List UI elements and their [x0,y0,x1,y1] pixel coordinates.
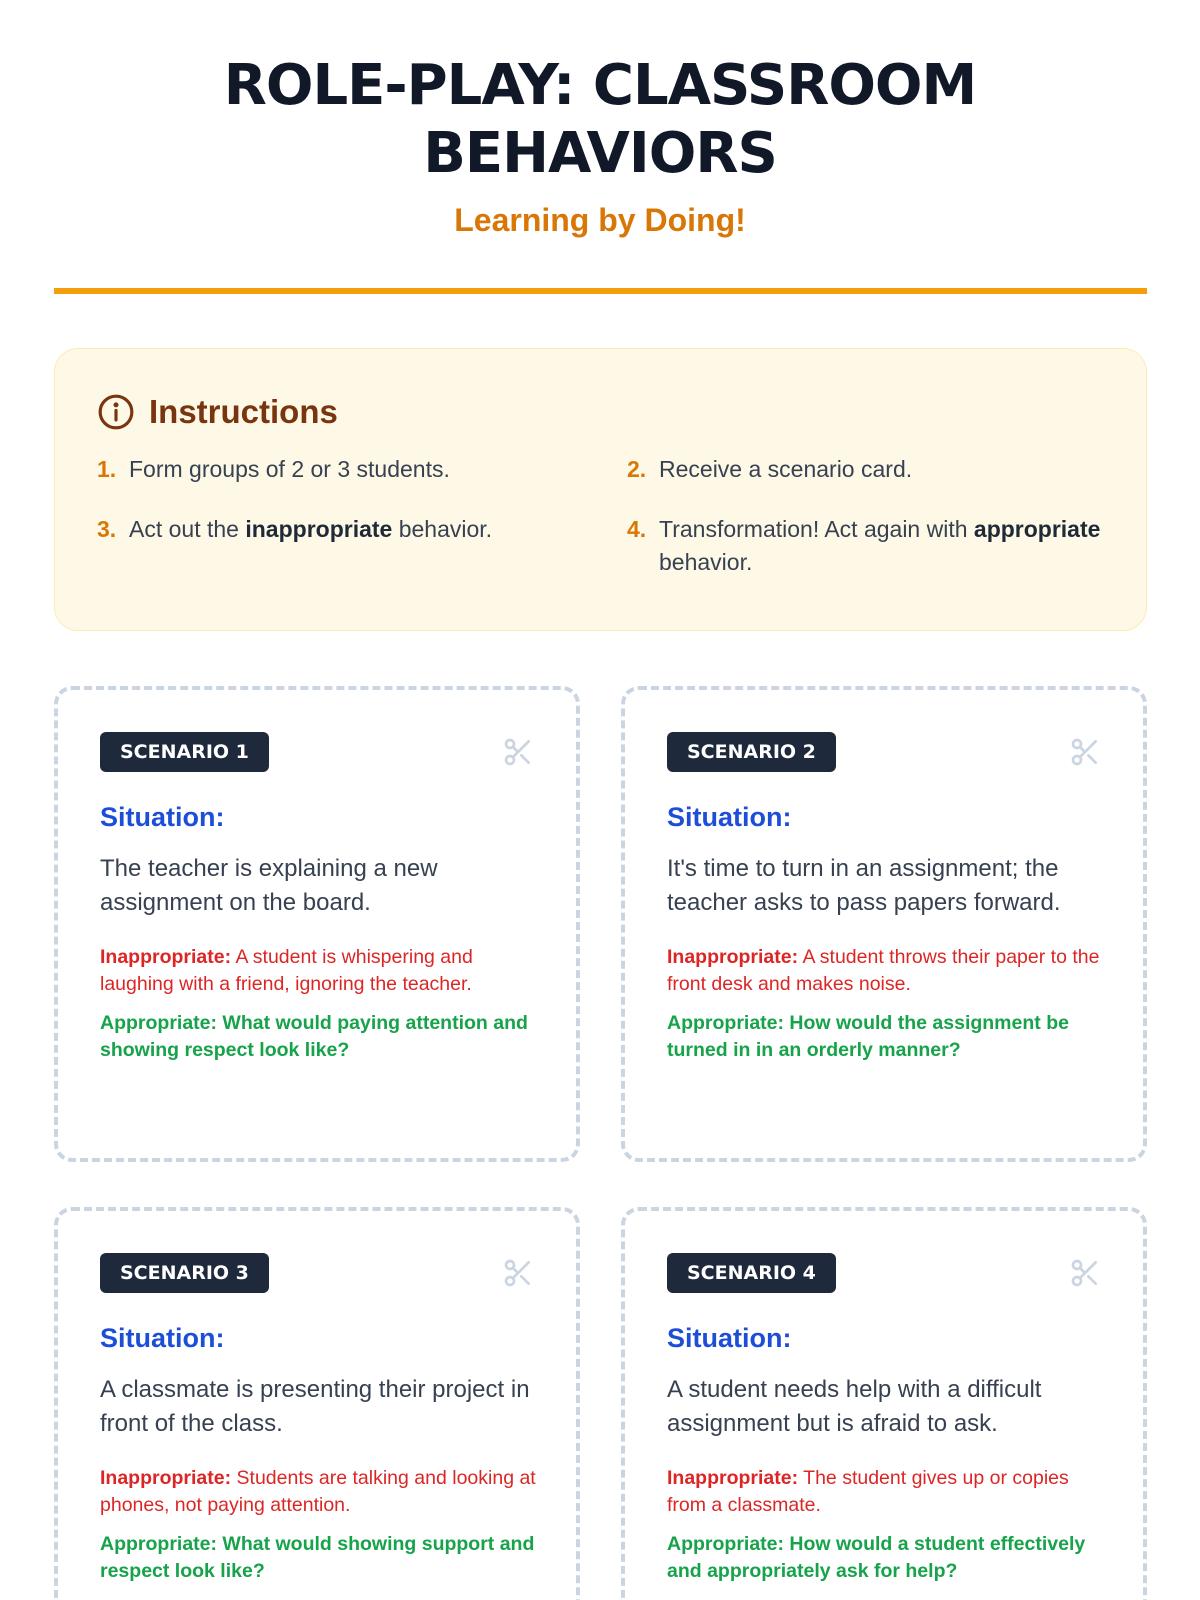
title-line-1: ROLE-PLAY: CLASSROOM [223,53,977,118]
page-subtitle: Learning by Doing! [454,202,746,238]
scenario-badge: SCENARIO 3 [100,1253,269,1293]
title-line-2: BEHAVIORS [423,121,777,186]
inappropriate-text: Inappropriate: The student gives up or copies from a classmate. [667,1467,1069,1516]
appropriate-text: Appropriate: How would the assignment be turned in in an orderly manner? [667,1012,1069,1061]
emphasis-appropriate: appropriate [973,516,1101,542]
situation-text: It's time to turn in an assignment; the teacher asks to pass papers forward. [667,855,1061,916]
scenario-card-4 [621,1207,1147,1600]
instruction-step-4: 4. Transformation! Act again with appropriate behavior. [627,516,1101,575]
scenario-badge: SCENARIO 2 [667,732,836,772]
situation-label: Situation: [667,802,792,832]
scenario-card-3 [54,1207,580,1600]
situation-text: A classmate is presenting their project in front of the class. [100,1376,530,1437]
scissors-icon [1069,736,1101,768]
scissors-icon [502,1257,534,1289]
appropriate-text: Appropriate: How would a student effectively and appropriately ask for help? [667,1533,1086,1582]
instructions-header [97,393,338,431]
appropriate-text: Appropriate: What would showing support and respect look like? [100,1533,535,1582]
inappropriate-text: Inappropriate: A student throws their paper to the front desk and makes noise. [667,946,1100,995]
instruction-step-3: 3. Act out the inappropriate behavior. [97,516,493,542]
scenario-badge: SCENARIO 4 [667,1253,836,1293]
situation-text: The teacher is explaining a new assignment on the board. [100,855,438,916]
instruction-step-2: 2. Receive a scenario card. [627,456,913,482]
scissors-icon [502,736,534,768]
situation-label: Situation: [100,802,225,832]
situation-label: Situation: [667,1323,792,1353]
instruction-step-1: 1. Form groups of 2 or 3 students. [97,456,450,482]
appropriate-text: Appropriate: What would paying attention and showing respect look like? [100,1012,528,1061]
situation-text: A student needs help with a difficult assignment but is afraid to ask. [667,1376,1042,1437]
info-icon [97,393,135,431]
scenario-badge: SCENARIO 1 [100,732,269,772]
instructions-title: Instructions [149,393,338,430]
instructions-panel [54,348,1147,631]
scenario-card-1 [54,686,580,1162]
emphasis-inappropriate: inappropriate [245,516,393,542]
inappropriate-text: Inappropriate: Students are talking and looking at phones, not paying attention. [100,1467,536,1516]
page-title [0,52,1200,188]
inappropriate-text: Inappropriate: A student is whispering and laughing with a friend, ignoring the teacher. [100,946,473,995]
scenario-card-2 [621,686,1147,1162]
situation-label: Situation: [100,1323,225,1353]
header-divider [54,288,1147,294]
scissors-icon [1069,1257,1101,1289]
